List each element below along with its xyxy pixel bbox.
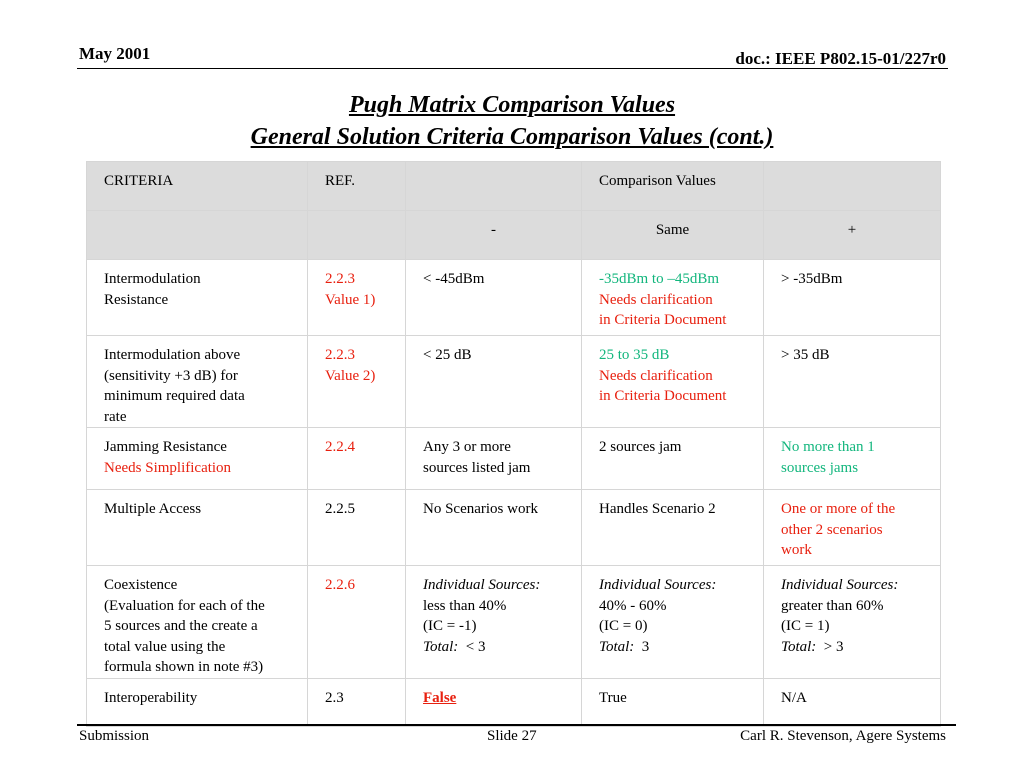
- same-note: in Criteria Document: [599, 312, 727, 328]
- criteria-line: total value using the: [104, 638, 226, 655]
- cell-ref: 2.2.5: [308, 490, 406, 566]
- subheader-same: Same: [582, 211, 764, 260]
- subheader-minus: -: [406, 211, 582, 260]
- footer-submission: Submission: [79, 728, 150, 744]
- plus-line: No more than 1: [781, 439, 875, 455]
- table-header-row: [87, 162, 941, 211]
- cell-ref: [308, 260, 406, 336]
- plus-line: work: [781, 542, 812, 558]
- header-empty: [764, 162, 941, 211]
- criteria-note: Needs Simplification: [104, 459, 232, 476]
- cell-plus: [764, 428, 941, 490]
- cell-ref: [308, 336, 406, 428]
- total-line: [781, 637, 930, 658]
- cell-same: [582, 260, 764, 336]
- ref-line: Value 1): [325, 291, 376, 308]
- ref-line: 2.2.3: [325, 271, 355, 287]
- table-row: [87, 490, 941, 566]
- total-line: [423, 637, 571, 658]
- total-label: Total:: [781, 638, 817, 655]
- header-doc-id: doc.: IEEE P802.15-01/227r0: [735, 49, 946, 68]
- header-divider: [77, 68, 948, 69]
- cell-plus: N/A: [764, 678, 941, 726]
- criteria-line: (Evaluation for each of the: [104, 597, 265, 614]
- criteria-line: Intermodulation: [104, 271, 201, 287]
- total-line: [599, 637, 753, 658]
- cell-criteria: [87, 336, 308, 428]
- header-comparison-values: Comparison Values: [582, 162, 764, 211]
- cell-ref: 2.2.6: [308, 566, 406, 679]
- total-label: Total:: [599, 638, 635, 655]
- cell-same: 2 sources jam: [582, 428, 764, 490]
- total-value: < 3: [465, 638, 486, 655]
- cell-same: True: [582, 678, 764, 726]
- header-date: May 2001: [79, 44, 151, 63]
- same-note: Needs clarification: [599, 291, 713, 308]
- criteria-line: Intermodulation above: [104, 347, 241, 363]
- table-row: [87, 678, 941, 726]
- comparison-table: [86, 161, 941, 727]
- sources-value: greater than 60%: [781, 597, 884, 614]
- same-value: 25 to 35 dB: [599, 347, 670, 363]
- cell-plus: > 35 dB: [764, 336, 941, 428]
- table-subheader-row: [87, 211, 941, 260]
- table-row: [87, 428, 941, 490]
- cell-criteria: [87, 428, 308, 490]
- total-value: 3: [641, 638, 650, 655]
- ref-line: Value 2): [325, 367, 376, 384]
- footer-divider: [77, 724, 956, 726]
- false-value: False: [423, 689, 457, 706]
- header-empty: [406, 162, 582, 211]
- same-value: -35dBm to –45dBm: [599, 271, 720, 287]
- plus-line: sources jams: [781, 459, 859, 476]
- title-line-1: Pugh Matrix Comparison Values: [348, 92, 676, 118]
- cell-criteria: [87, 260, 308, 336]
- subheader-empty: [87, 211, 308, 260]
- cell-plus: [764, 566, 941, 679]
- cell-minus: No Scenarios work: [406, 490, 582, 566]
- criteria-line: rate: [104, 408, 127, 425]
- criteria-line: 5 sources and the create a: [104, 618, 258, 634]
- criteria-line: (sensitivity +3 dB) for: [104, 367, 238, 384]
- cell-minus: [406, 428, 582, 490]
- table-row: [87, 260, 941, 336]
- plus-line: One or more of the: [781, 501, 896, 517]
- subheader-plus: +: [764, 211, 941, 260]
- criteria-line: Coexistence: [104, 577, 178, 593]
- ic-value: (IC = 0): [599, 618, 648, 634]
- cell-minus: < 25 dB: [406, 336, 582, 428]
- same-note: Needs clarification: [599, 367, 713, 384]
- criteria-line: formula shown in note #3): [104, 659, 264, 675]
- cell-criteria: Interoperability: [87, 678, 308, 726]
- footer-author: Carl R. Stevenson, Agere Systems: [740, 728, 946, 744]
- ref-line: 2.2.3: [325, 347, 355, 363]
- cell-same: [582, 336, 764, 428]
- cell-criteria: [87, 566, 308, 679]
- table-row: [87, 566, 941, 679]
- title-line-2: General Solution Criteria Comparison Values (cont.): [250, 124, 774, 150]
- header-ref: REF.: [308, 162, 406, 211]
- cell-plus: > -35dBm: [764, 260, 941, 336]
- ic-value: (IC = -1): [423, 618, 477, 634]
- slide-title: [0, 89, 1024, 153]
- cell-minus: [406, 678, 582, 726]
- cell-same: Handles Scenario 2: [582, 490, 764, 566]
- same-note: in Criteria Document: [599, 388, 727, 404]
- total-label: Total:: [423, 638, 459, 655]
- criteria-line: minimum required data: [104, 388, 245, 404]
- footer-slide-number: Slide 27: [487, 728, 537, 744]
- subheader-empty: [308, 211, 406, 260]
- criteria-line: Resistance: [104, 291, 169, 308]
- cell-minus: < -45dBm: [406, 260, 582, 336]
- header-criteria: CRITERIA: [87, 162, 308, 211]
- sources-label: Individual Sources:: [423, 577, 541, 593]
- cell-ref: 2.2.4: [308, 428, 406, 490]
- cell-criteria: Multiple Access: [87, 490, 308, 566]
- ic-value: (IC = 1): [781, 618, 830, 634]
- sources-value: 40% - 60%: [599, 597, 667, 614]
- sources-value: less than 40%: [423, 597, 507, 614]
- cell-minus: [406, 566, 582, 679]
- minus-line: sources listed jam: [423, 459, 531, 476]
- total-value: > 3: [823, 638, 844, 655]
- cell-plus: [764, 490, 941, 566]
- plus-line: other 2 scenarios: [781, 521, 883, 538]
- cell-ref: 2.3: [308, 678, 406, 726]
- sources-label: Individual Sources:: [599, 577, 717, 593]
- table-row: [87, 336, 941, 428]
- minus-line: Any 3 or more: [423, 439, 511, 455]
- cell-same: [582, 566, 764, 679]
- criteria-line: Jamming Resistance: [104, 439, 227, 455]
- sources-label: Individual Sources:: [781, 577, 899, 593]
